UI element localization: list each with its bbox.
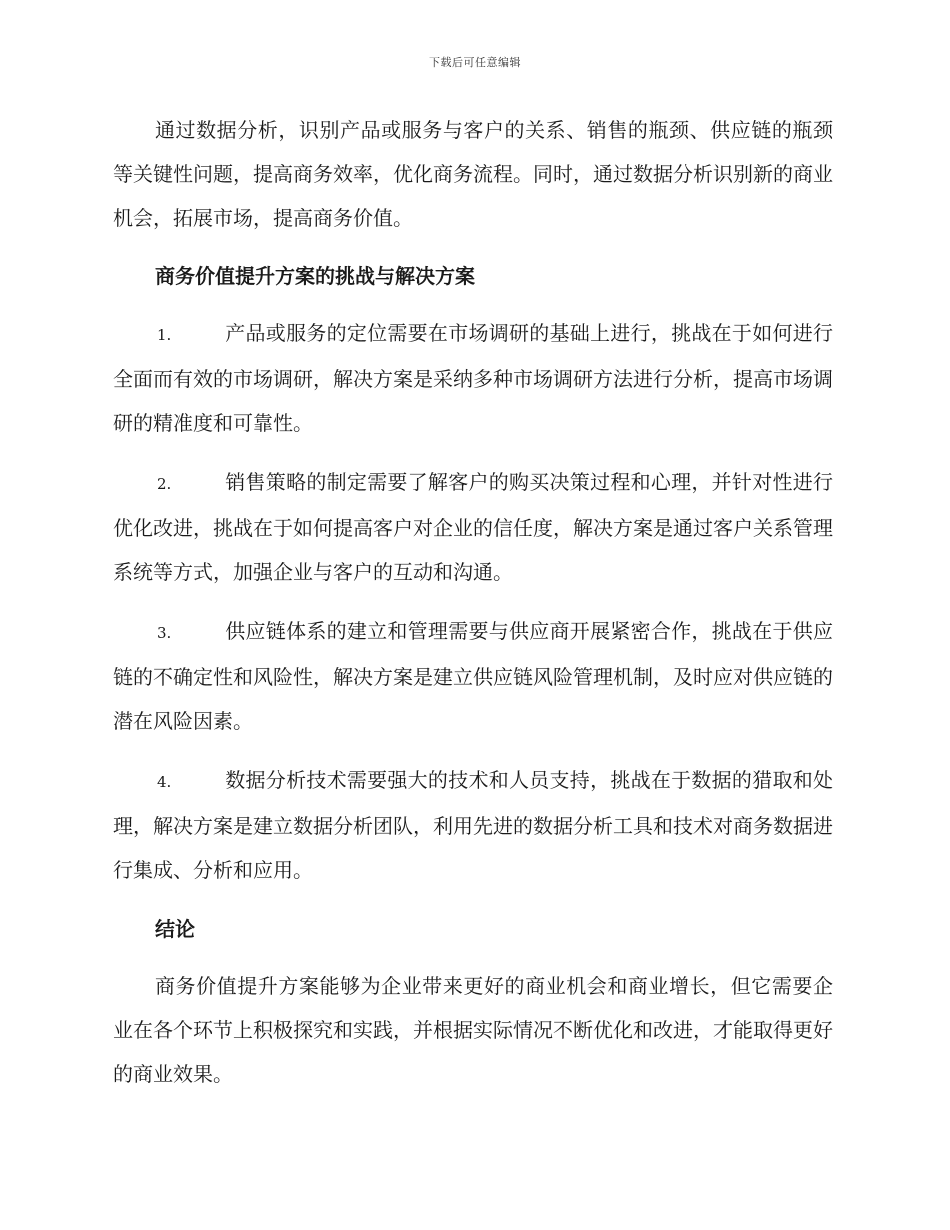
list-item xyxy=(113,609,833,743)
list-item-number: 4. xyxy=(157,773,172,791)
list-item xyxy=(113,311,833,445)
list-item-text: 数据分析技术需要强大的技术和人员支持，挑战在于数据的猎取和处理，解决方案是建立数据分析团队，利用先进的数据分析工具和技术对商务数据进行集成、分析和应用。 xyxy=(113,768,833,882)
intro-paragraph: 通过数据分析，识别产品或服务与客户的关系、销售的瓶颈、供应链的瓶颈等关键性问题，提高商务效率，优化商务流程。同时，通过数据分析识别新的商业机会，拓展市场，提高商务价值。 xyxy=(113,118,833,230)
list-item xyxy=(113,758,833,892)
challenges-heading: 商务价值提升方案的挑战与解决方案 xyxy=(155,264,475,288)
list-item-number: 3. xyxy=(157,624,172,642)
list-item-number: 2. xyxy=(157,475,172,493)
document-body xyxy=(113,108,833,1110)
conclusion-heading: 结论 xyxy=(155,917,195,941)
list-item xyxy=(113,460,833,594)
list-item-text: 产品或服务的定位需要在市场调研的基础上进行，挑战在于如何进行全面而有效的市场调研，解决方案是采纳多种市场调研方法进行分析，提高市场调研的精准度和可靠性。 xyxy=(113,321,833,435)
header-note: 下载后可任意编辑 xyxy=(429,56,521,69)
list-item-text: 供应链体系的建立和管理需要与供应商开展紧密合作，挑战在于供应链的不确定性和风险性，解决方案是建立供应链风险管理机制，及时应对供应链的潜在风险因素。 xyxy=(113,619,833,733)
list-item-number: 1. xyxy=(157,326,172,344)
list-item-text: 销售策略的制定需要了解客户的购买决策过程和心理，并针对性进行优化改进，挑战在于如何提高客户对企业的信任度，解决方案是通过客户关系管理系统等方式，加强企业与客户的互动和沟通。 xyxy=(113,470,833,584)
conclusion-paragraph: 商务价值提升方案能够为企业带来更好的商业机会和商业增长，但它需要企业在各个环节上积极探究和实践，并根据实际情况不断优化和改进，才能取得更好的商业效果。 xyxy=(113,974,833,1086)
